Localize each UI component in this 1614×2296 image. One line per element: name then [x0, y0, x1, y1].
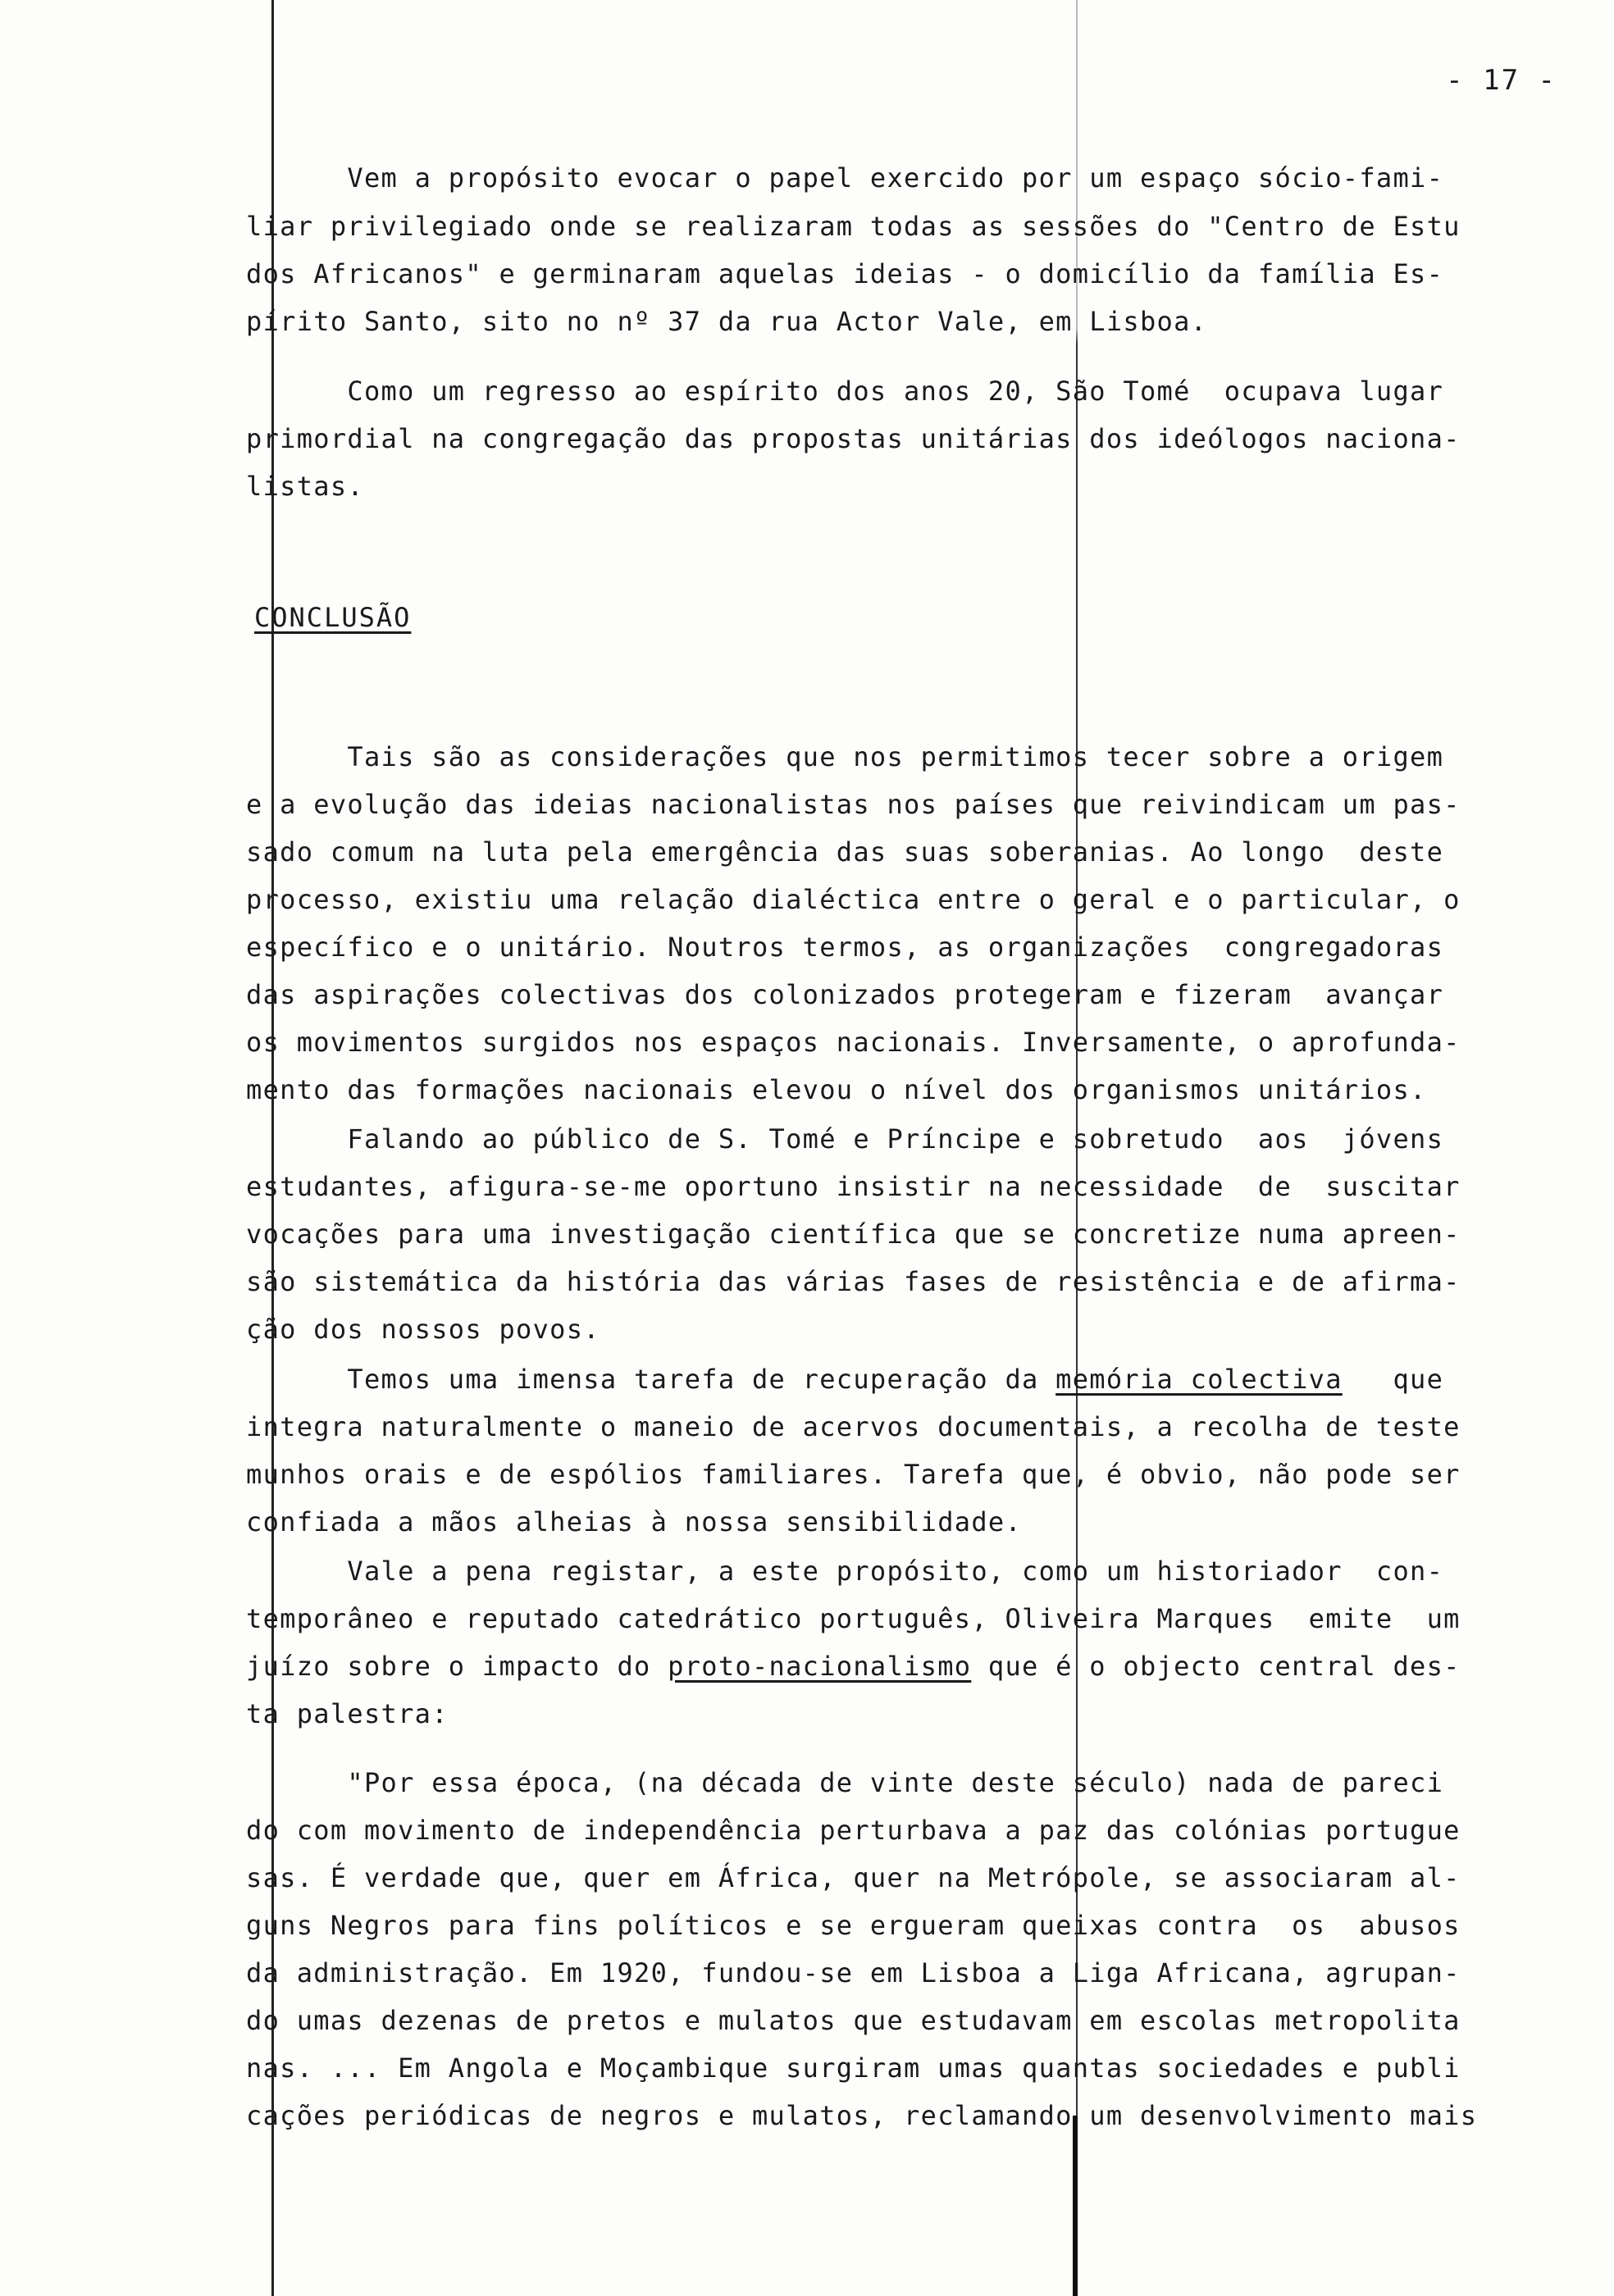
- paragraph5-line-1: [246, 1363, 1542, 1396]
- memoria-colectiva-term: memória colectiva: [1055, 1364, 1343, 1395]
- paragraph6-line-3-end: que é o objecto central des-: [971, 1651, 1461, 1682]
- page-number: - 17 -: [1446, 64, 1557, 97]
- paragraph5-line-1-end: que: [1342, 1364, 1444, 1395]
- paragraph4-line-5: ção dos nossos povos.: [246, 1314, 600, 1345]
- paragraph5-line-4: confiada a mãos alheias à nossa sensibilidade.: [246, 1506, 1023, 1538]
- paragraph6-line-4: ta palestra:: [246, 1698, 449, 1729]
- paragraph3-line-8: mento das formações nacionais elevou o nível dos organismos unitários.: [246, 1074, 1427, 1105]
- quote-line-8: cações periódicas de negros e mulatos, reclamando um desenvolvimento mais: [246, 2100, 1478, 2131]
- scan-fold-shadow: [1073, 2116, 1078, 2296]
- paragraph2-line-2: primordial na congregação das propostas unitárias dos ideólogos naciona-: [246, 423, 1461, 454]
- paragraph3-line-2: e a evolução das ideias nacionalistas nos países que reivindicam um pas-: [246, 789, 1461, 820]
- paragraph2-line-1: Como um regresso ao espírito dos anos 20, São Tomé ocupava lugar: [246, 376, 1444, 407]
- quote-line-3: sas. É verdade que, quer em África, quer na Metrópole, se associaram al-: [246, 1862, 1461, 1893]
- paragraph3-line-7: os movimentos surgidos nos espaços nacionais. Inversamente, o aprofunda-: [246, 1027, 1461, 1058]
- paragraph3-line-6: das aspirações colectivas dos colonizados protegeram e fizeram avançar: [246, 979, 1444, 1010]
- paragraph6-line-1: Vale a pena registar, a este propósito, como um historiador con-: [246, 1556, 1444, 1587]
- quote-line-6: do umas dezenas de pretos e mulatos que estudavam em escolas metropolita: [246, 2005, 1461, 2036]
- paragraph3-line-1: Tais são as considerações que nos permitimos tecer sobre a origem: [246, 741, 1444, 772]
- paragraph6-line-3: [246, 1650, 1542, 1683]
- paragraph4-line-2: estudantes, afigura-se-me oportuno insistir na necessidade de suscitar: [246, 1171, 1461, 1202]
- section-heading: CONCLUSÃO: [254, 602, 412, 633]
- quote-line-2: do com movimento de independência perturbava a paz das colónias portugue: [246, 1815, 1461, 1846]
- paragraph1-line-1: Vem a propósito evocar o papel exercido por um espaço sócio-fami-: [246, 162, 1444, 194]
- paragraph3-line-3: sado comum na luta pela emergência das suas soberanias. Ao longo deste: [246, 836, 1444, 868]
- quote-line-7: nas. ... Em Angola e Moçambique surgiram umas quantas sociedades e publi: [246, 2052, 1461, 2084]
- paragraph3-line-5: específico e o unitário. Noutros termos, as organizações congregadoras: [246, 932, 1444, 963]
- proto-nacionalismo-term: proto-nacionalismo: [668, 1651, 972, 1682]
- paragraph6-line-2: temporâneo e reputado catedrático português, Oliveira Marques emite um: [246, 1603, 1461, 1634]
- paragraph1-line-4: pírito Santo, sito no nº 37 da rua Actor Vale, em Lisboa.: [246, 306, 1208, 337]
- quote-line-4: guns Negros para fins políticos e se ergueram queixas contra os abusos: [246, 1910, 1461, 1941]
- paragraph5-line-3: munhos orais e de espólios familiares. Tarefa que, é obvio, não pode ser: [246, 1459, 1461, 1490]
- paragraph4-line-4: são sistemática da história das várias fases de resistência e de afirma-: [246, 1266, 1461, 1297]
- paragraph1-line-2: liar privilegiado onde se realizaram todas as sessões do "Centro de Estu: [246, 211, 1461, 242]
- quote-line-1: "Por essa época, (na década de vinte deste século) nada de pareci: [246, 1767, 1444, 1798]
- paragraph3-line-4: processo, existiu uma relação dialéctica entre o geral e o particular, o: [246, 884, 1461, 915]
- paragraph5-line-1-start: Temos uma imensa tarefa de recuperação da: [246, 1364, 1056, 1395]
- paragraph6-line-3-start: juízo sobre o impacto do: [246, 1651, 668, 1682]
- quote-line-5: da administração. Em 1920, fundou-se em Lisboa a Liga Africana, agrupan-: [246, 1957, 1461, 1988]
- paragraph5-line-2: integra naturalmente o maneio de acervos documentais, a recolha de teste: [246, 1411, 1461, 1442]
- paragraph4-line-1: Falando ao público de S. Tomé e Príncipe e sobretudo aos jóvens: [246, 1123, 1444, 1155]
- paragraph2-line-3: listas.: [246, 471, 364, 502]
- paragraph4-line-3: vocações para uma investigação científica que se concretize numa apreen-: [246, 1219, 1461, 1250]
- paragraph1-line-3: dos Africanos" e germinaram aquelas ideias - o domicílio da família Es-: [246, 258, 1444, 289]
